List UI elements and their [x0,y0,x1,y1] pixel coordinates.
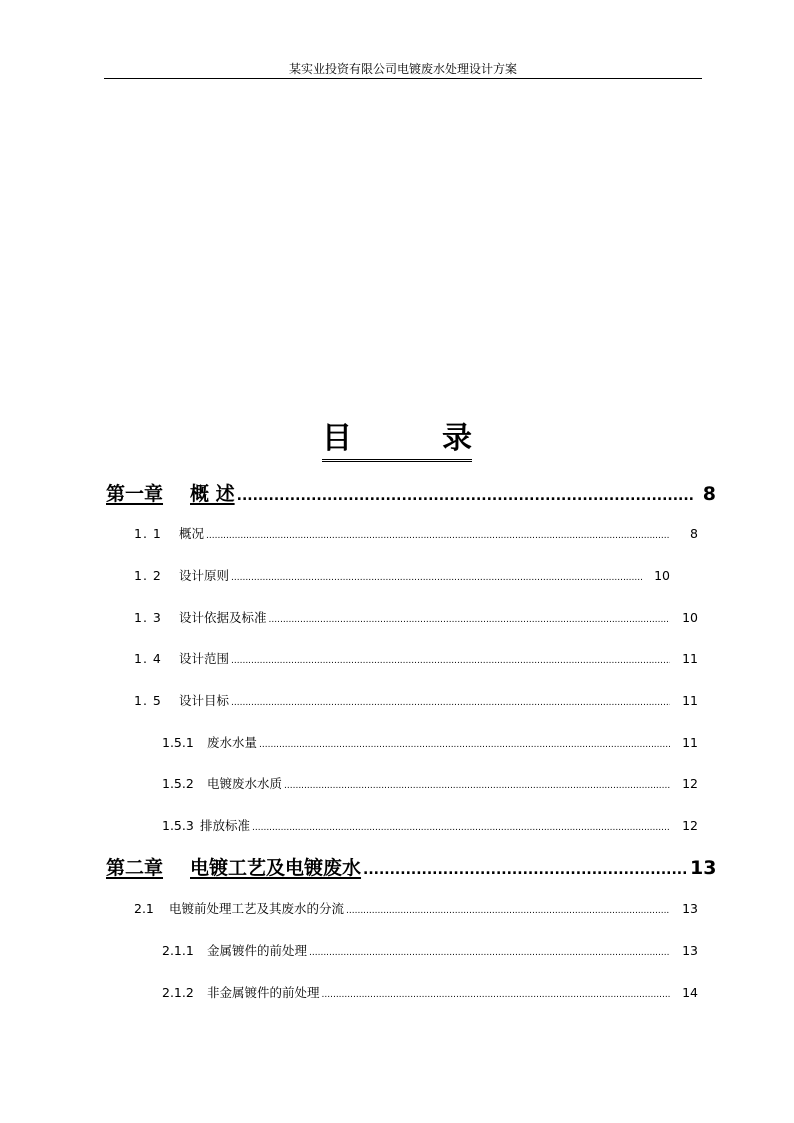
section-title: 设计原则 [179,568,230,583]
subsection-number: 1.5.3 [162,818,194,833]
dot-leader [206,531,670,541]
subsection-title: 废水水量 [207,735,258,750]
toc-title-char-2: 录 [442,421,472,456]
dot-leader [231,656,670,666]
subsection-number: 1.5.1 [162,735,194,750]
toc-entry-1-1[interactable] [134,524,698,542]
dot-leader [309,948,670,958]
toc-chapter-1[interactable] [106,479,716,506]
dot-leader [231,698,670,708]
chapter-number: 第二章 [106,857,164,879]
page-number: 10 [682,610,698,625]
section-number: 1. 1 [134,526,162,541]
section-number: 1. 4 [134,651,162,666]
section-title: 电镀前处理工艺及其废水的分流 [169,901,345,916]
section-title: 设计目标 [179,693,230,708]
section-number: 2.1 [134,901,154,916]
toc-entry-1-5-2[interactable] [162,774,698,792]
page-number: 11 [682,693,698,708]
toc-entry-2-1-1[interactable] [162,941,698,959]
page-number: 10 [654,568,670,583]
subsection-title: 金属镀件的前处理 [207,943,308,958]
dot-leader [237,488,694,504]
subsection-title: 非金属镀件的前处理 [207,985,320,1000]
toc-entry-1-5[interactable] [134,691,698,709]
dot-leader [346,906,670,916]
section-number: 1. 5 [134,693,162,708]
page-number: 11 [682,651,698,666]
header-text: 某实业投资有限公司电镀废水处理设计方案 [288,62,517,76]
page-number: 8 [702,483,716,505]
toc-entry-1-5-3[interactable] [162,816,698,834]
toc-title-text [322,420,472,462]
subsection-number: 2.1.2 [162,985,194,1000]
toc-entry-1-5-1[interactable] [162,733,698,751]
toc-title-char-1: 目 [322,421,352,456]
toc-entry-1-3[interactable] [134,608,698,626]
section-number: 1. 2 [134,568,162,583]
toc-entry-2-1-2[interactable] [162,983,698,1001]
subsection-title: 排放标准 [200,818,251,833]
dot-leader [269,615,670,625]
section-title: 设计范围 [179,651,230,666]
subsection-number: 1.5.2 [162,776,194,791]
page-number: 13 [690,857,717,879]
page-number: 8 [690,526,698,541]
toc-chapter-2[interactable] [106,853,716,880]
subsection-number: 2.1.1 [162,943,194,958]
dot-leader [252,823,670,833]
dot-leader [284,781,670,791]
section-number: 1. 3 [134,610,162,625]
page-number: 12 [682,776,698,791]
page-header [104,60,702,79]
chapter-title: 电镀工艺及电镀废水 [190,857,362,879]
subsection-title: 电镀废水水质 [207,776,283,791]
dot-leader [259,740,670,750]
toc-title [0,420,794,462]
page-number: 13 [682,943,698,958]
toc-entry-2-1[interactable] [134,899,698,917]
section-title: 概况 [179,526,205,541]
chapter-title: 概 述 [190,483,235,505]
toc-entry-1-4[interactable] [134,649,698,667]
toc-entry-1-2[interactable] [134,566,670,584]
page-number: 13 [682,901,698,916]
chapter-number: 第一章 [106,483,164,505]
page-number: 11 [682,735,698,750]
page-number: 14 [682,985,698,1000]
page-number: 12 [682,818,698,833]
dot-leader [322,990,670,1000]
dot-leader [231,573,642,583]
section-title: 设计依据及标准 [179,610,267,625]
dot-leader [363,862,688,878]
